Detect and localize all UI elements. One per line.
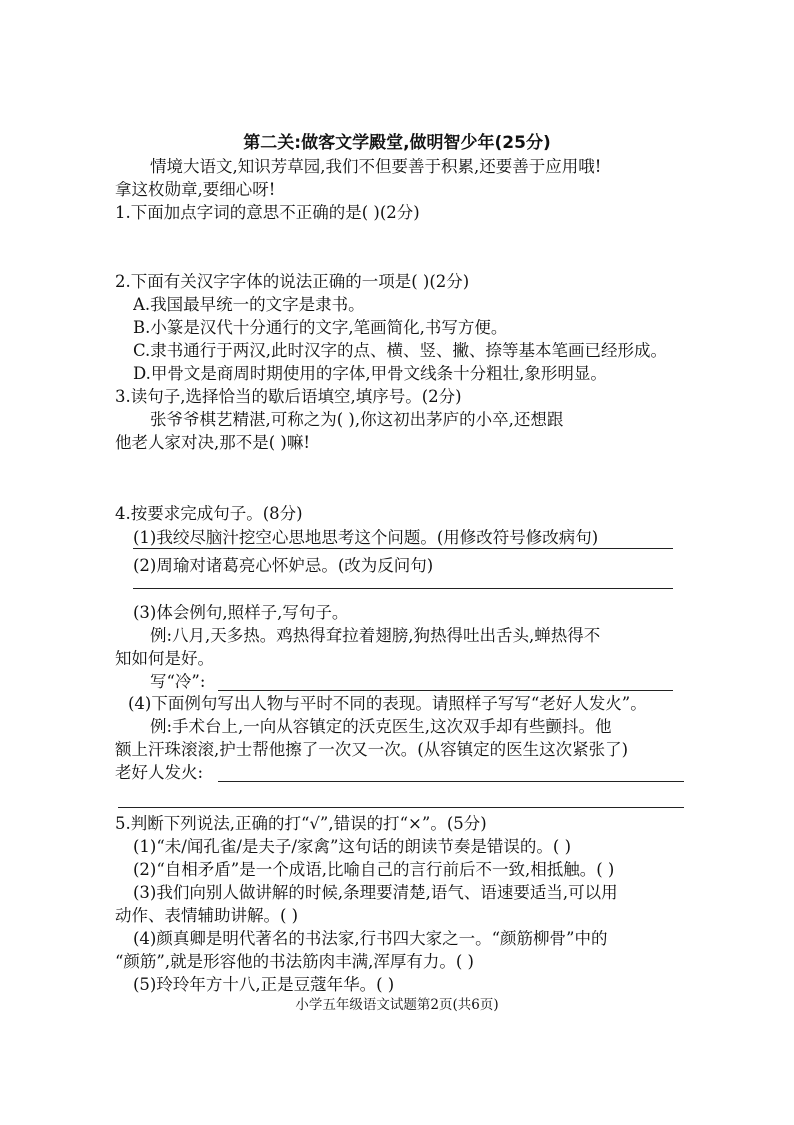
q4-write-label: 老好人发火: [115, 763, 204, 782]
q2-stem: 2.下面有关汉字字体的说法正确的一项是( )(2分) [115, 272, 470, 291]
q2-option-d: D.甲骨文是商周时期使用的字体,甲骨文线条十分粗壮,象形明显。 [133, 364, 607, 383]
q5-item-1: (1)“未/闻孔雀/是夫子/家禽”这句话的朗读节奏是错误的。( ) [133, 837, 572, 856]
q5-stem: 5.判断下列说法,正确的打“√”,错误的打“×”。(5分) [115, 814, 487, 833]
q4-sentence-2: (2)周瑜对诸葛亮心怀妒忌。(改为反问句) [133, 556, 434, 575]
q5-item-2: (2)“自相矛盾”是一个成语,比喻自己的言行前后不一致,相抵触。( ) [133, 860, 615, 879]
q4-answer-line-3[interactable] [218, 690, 673, 691]
q4-answer-line-1[interactable] [133, 548, 673, 549]
q4-answer-line-2[interactable] [133, 588, 673, 589]
q4-sentence-4: (4)下面例句写出人物与平时不同的表现。请照样子写写“老好人发火”。 [128, 694, 647, 713]
q5-item-3-line-1: (3)我们向别人做讲解的时候,条理要清楚,语气、语速要适当,可以用 [133, 883, 618, 902]
q4-sentence-1: (1)我绞尽脑汁挖空心思地思考这个问题。(用修改符号修改病句) [133, 528, 599, 547]
q4-example-4-line-1: 例:手术台上,一向从容镇定的沃克医生,这次双手却有些颤抖。他 [150, 717, 612, 736]
q4-stem: 4.按要求完成句子。(8分) [115, 504, 303, 523]
q2-option-b: B.小篆是汉代十分通行的文字,笔画简化,书写方便。 [133, 318, 508, 337]
q4-example-4-line-2: 额上汗珠滚滚,护士帮他擦了一次又一次。(从容镇定的医生这次紧张了) [115, 740, 629, 759]
q2-option-a: A.我国最早统一的文字是隶书。 [133, 295, 365, 314]
section-title: 第二关:做客文学殿堂,做明智少年(25分) [243, 133, 551, 153]
q1-stem: 1.下面加点字词的意思不正确的是( )(2分) [115, 203, 420, 222]
intro-line-2: 拿这枚勋章,要细心呀! [115, 180, 276, 199]
intro-line-1: 情境大语文,知识芳草园,我们不但要善于积累,还要善于应用哦! [150, 157, 602, 176]
q4-answer-line-4[interactable] [218, 781, 684, 782]
q3-paragraph-2: 他老人家对决,那不是( )嘛! [115, 433, 310, 452]
q3-paragraph-1: 张爷爷棋艺精湛,可称之为( ),你这初出茅庐的小卒,还想跟 [150, 410, 564, 429]
q4-example-3-line-1: 例:八月,天多热。鸡热得耷拉着翅膀,狗热得吐出舌头,蝉热得不 [150, 626, 601, 645]
q3-stem: 3.读句子,选择恰当的歇后语填空,填序号。(2分) [115, 387, 462, 406]
q4-write-cold-label: 写“冷”: [150, 672, 206, 691]
q4-example-3-line-2: 知如何是好。 [115, 649, 214, 668]
q2-option-c: C.隶书通行于两汉,此时汉字的点、横、竖、撇、捺等基本笔画已经形成。 [133, 341, 668, 360]
q5-item-5: (5)玲玲年方十八,正是豆蔻年华。( ) [133, 975, 395, 994]
q5-item-3-line-2: 动作、表情辅助讲解。( ) [115, 906, 299, 925]
q4-sentence-3: (3)体会例句,照样子,写句子。 [133, 603, 349, 622]
q5-item-4-line-1: (4)颜真卿是明代著名的书法家,行书四大家之一。“颜筋柳骨”中的 [133, 929, 608, 948]
q4-answer-line-5[interactable] [118, 807, 684, 808]
page-footer: 小学五年级语文试题第2页(共6页) [295, 997, 499, 1013]
q5-item-4-line-2: “颜筋”,就是形容他的书法筋肉丰满,浑厚有力。( ) [115, 952, 474, 971]
